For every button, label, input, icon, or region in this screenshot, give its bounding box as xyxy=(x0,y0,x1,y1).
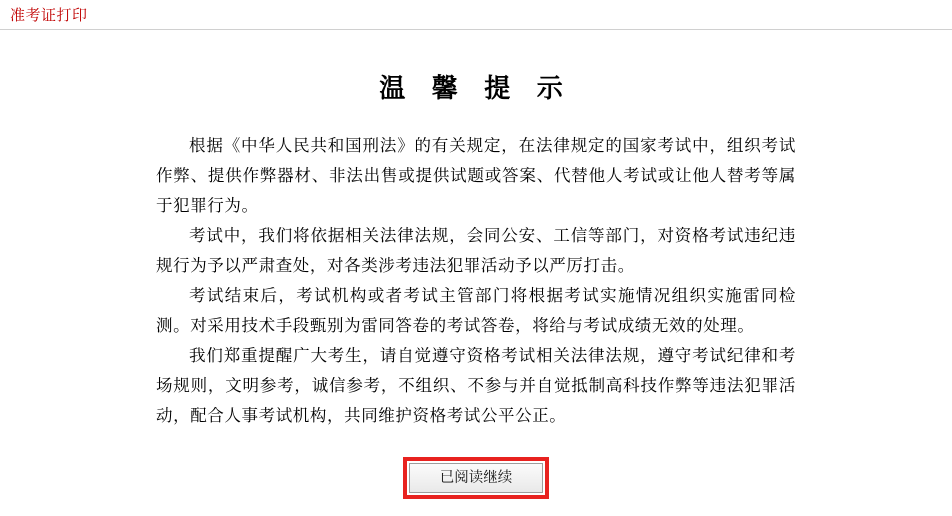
notice-paragraph: 考试中，我们将依据相关法律法规，会同公安、工信等部门，对资格考试违纪违规行为予以严肃查处，对各类涉考违法犯罪活动予以严厉打击。 xyxy=(156,226,796,275)
continue-button[interactable]: 已阅读继续 xyxy=(409,463,543,493)
page-header xyxy=(0,0,952,30)
notice-paragraph: 我们郑重提醒广大考生，请自觉遵守资格考试相关法律法规，遵守考试纪律和考场规则，文明参考，诚信参考，不组织、不参与并自觉抵制高科技作弊等违法犯罪活动，配合人事考试机构，共同维护资格考试公平公正。 xyxy=(156,346,796,425)
continue-button-highlight xyxy=(403,457,549,499)
notice-paragraph: 根据《中华人民共和国刑法》的有关规定，在法律规定的国家考试中，组织考试作弊、提供作弊器材、非法出售或提供试题或答案、代替他人考试或让他人替考等属于犯罪行为。 xyxy=(156,136,796,215)
notice-heading: 温 馨 提 示 xyxy=(379,74,573,103)
notice-paragraph: 考试结束后，考试机构或者考试主管部门将根据考试实施情况组织实施雷同检测。对采用技术手段甄别为雷同答卷的考试答卷，将给与考试成绩无效的处理。 xyxy=(156,286,796,335)
notice-text-block xyxy=(156,131,796,431)
page-title: 准考证打印 xyxy=(10,7,88,24)
notice-content xyxy=(0,30,952,499)
notice-actions xyxy=(0,457,952,499)
